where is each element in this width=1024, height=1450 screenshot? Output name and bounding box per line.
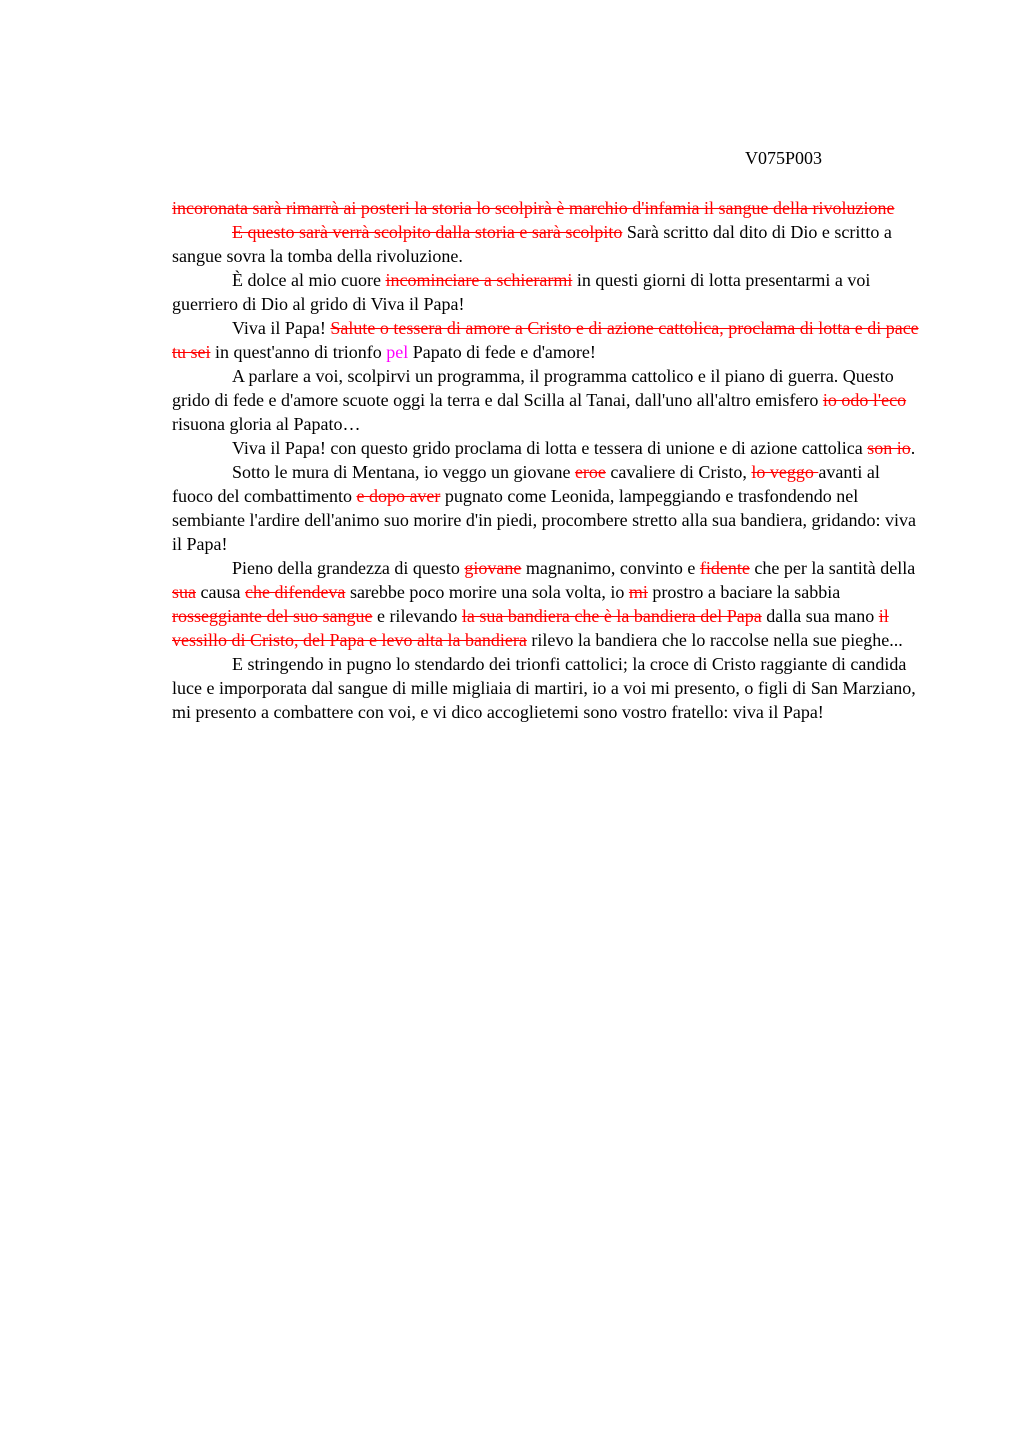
body-text: Papato di fede e d'amore! [408, 342, 596, 362]
deleted-text: son io [867, 438, 911, 458]
body-text: cavaliere di Cristo, [605, 462, 752, 482]
body-text: in quest'anno di trionfo [210, 342, 387, 362]
paragraph [172, 652, 924, 724]
body-text: Pieno della grandezza di questo [232, 558, 465, 578]
deleted-text: Salute o tessera di amore a Cristo e di azione cattolica, proclama di lotta e di pace tu sei [172, 318, 919, 362]
body-text: dalla sua mano [761, 606, 879, 626]
deleted-text: giovane [464, 558, 522, 578]
body-text: È dolce al mio cuore [232, 270, 386, 290]
body-text: E stringendo in pugno lo stendardo dei trionfi cattolici; la croce di Cristo raggiante di candida luce e imporporata dal sangue di mille migliaia di martiri, io a voi mi presento, o figli di San Marziano, mi presento a combattere con voi, e vi dico accoglietemi sono vostro fratello: viva il Papa! [172, 654, 916, 722]
body-text: magnanimo, convinto e [521, 558, 700, 578]
body-text: che per la santità della [749, 558, 916, 578]
body-text: sarebbe poco morire una sola volta, io [345, 582, 629, 602]
body-text: Viva il Papa! [232, 318, 331, 338]
paragraph [172, 196, 924, 220]
body-text: Sotto le mura di Mentana, io veggo un giovane [232, 462, 575, 482]
deleted-text: la sua bandiera che è la bandiera del Papa [461, 606, 762, 626]
body-text: rilevo la bandiera che lo raccolse nella sue pieghe... [526, 630, 903, 650]
deleted-text: incominciare a schierarmi [385, 270, 573, 290]
paragraph [172, 316, 924, 364]
deleted-text: io odo l'eco [822, 390, 907, 410]
paragraph [172, 436, 924, 460]
paragraph [172, 460, 924, 556]
document-body [172, 196, 924, 724]
deleted-text: rosseggiante del suo sangue [172, 606, 373, 626]
deleted-text: mi [628, 582, 648, 602]
paragraph [172, 556, 924, 652]
body-text: Sarà scritto dal dito di Dio e scritto a sangue sovra la tomba della rivoluzione. [172, 222, 892, 266]
deleted-text: che difendeva [244, 582, 346, 602]
deleted-text: E questo sarà verrà scolpito dalla storia e sarà scolpito [232, 222, 623, 242]
deleted-text: eroe [574, 462, 606, 482]
paragraph [172, 220, 924, 268]
paragraph [172, 268, 924, 316]
body-text: avanti al fuoco del combattimento [172, 462, 880, 506]
body-text: A parlare a voi, scolpirvi un programma, il programma cattolico e il piano di guerra. Questo grido di fede e d'amore scuote oggi la terra e dal Scilla al Tanai, dall'uno all'altro emisfero [172, 366, 894, 410]
body-text: pugnato come Leonida, lampeggiando e trasfondendo nel sembiante l'ardire dell'animo suo morire d'in piedi, procombere stretto alla sua bandiera, gridando: viva il Papa! [172, 486, 916, 554]
deleted-text: incoronata sarà rimarrà ai posteri la storia lo scolpirà è marchio d'infamia il sangue della rivoluzione [172, 198, 895, 218]
deleted-text: fidente [699, 558, 750, 578]
body-text: risuona gloria al Papato… [172, 414, 361, 434]
deleted-text: e dopo aver [356, 486, 441, 506]
inserted-text: pel [386, 342, 409, 362]
body-text: in questi giorni di lotta presentarmi a voi guerriero di Dio al grido di Viva il Papa! [172, 270, 871, 314]
body-text: Viva il Papa! con questo grido proclama di lotta e tessera di unione e di azione cattolica [232, 438, 868, 458]
body-text: causa [196, 582, 245, 602]
page-identifier: V075P003 [745, 148, 823, 168]
body-text: . [910, 438, 916, 458]
body-text: prostro a baciare la sabbia [647, 582, 841, 602]
paragraph [172, 364, 924, 436]
body-text: e rilevando [372, 606, 462, 626]
deleted-text: il vessillo di Cristo, del Papa e levo alta la bandiera [172, 606, 889, 650]
deleted-text: sua [172, 582, 196, 602]
deleted-text: lo veggo [751, 462, 819, 482]
